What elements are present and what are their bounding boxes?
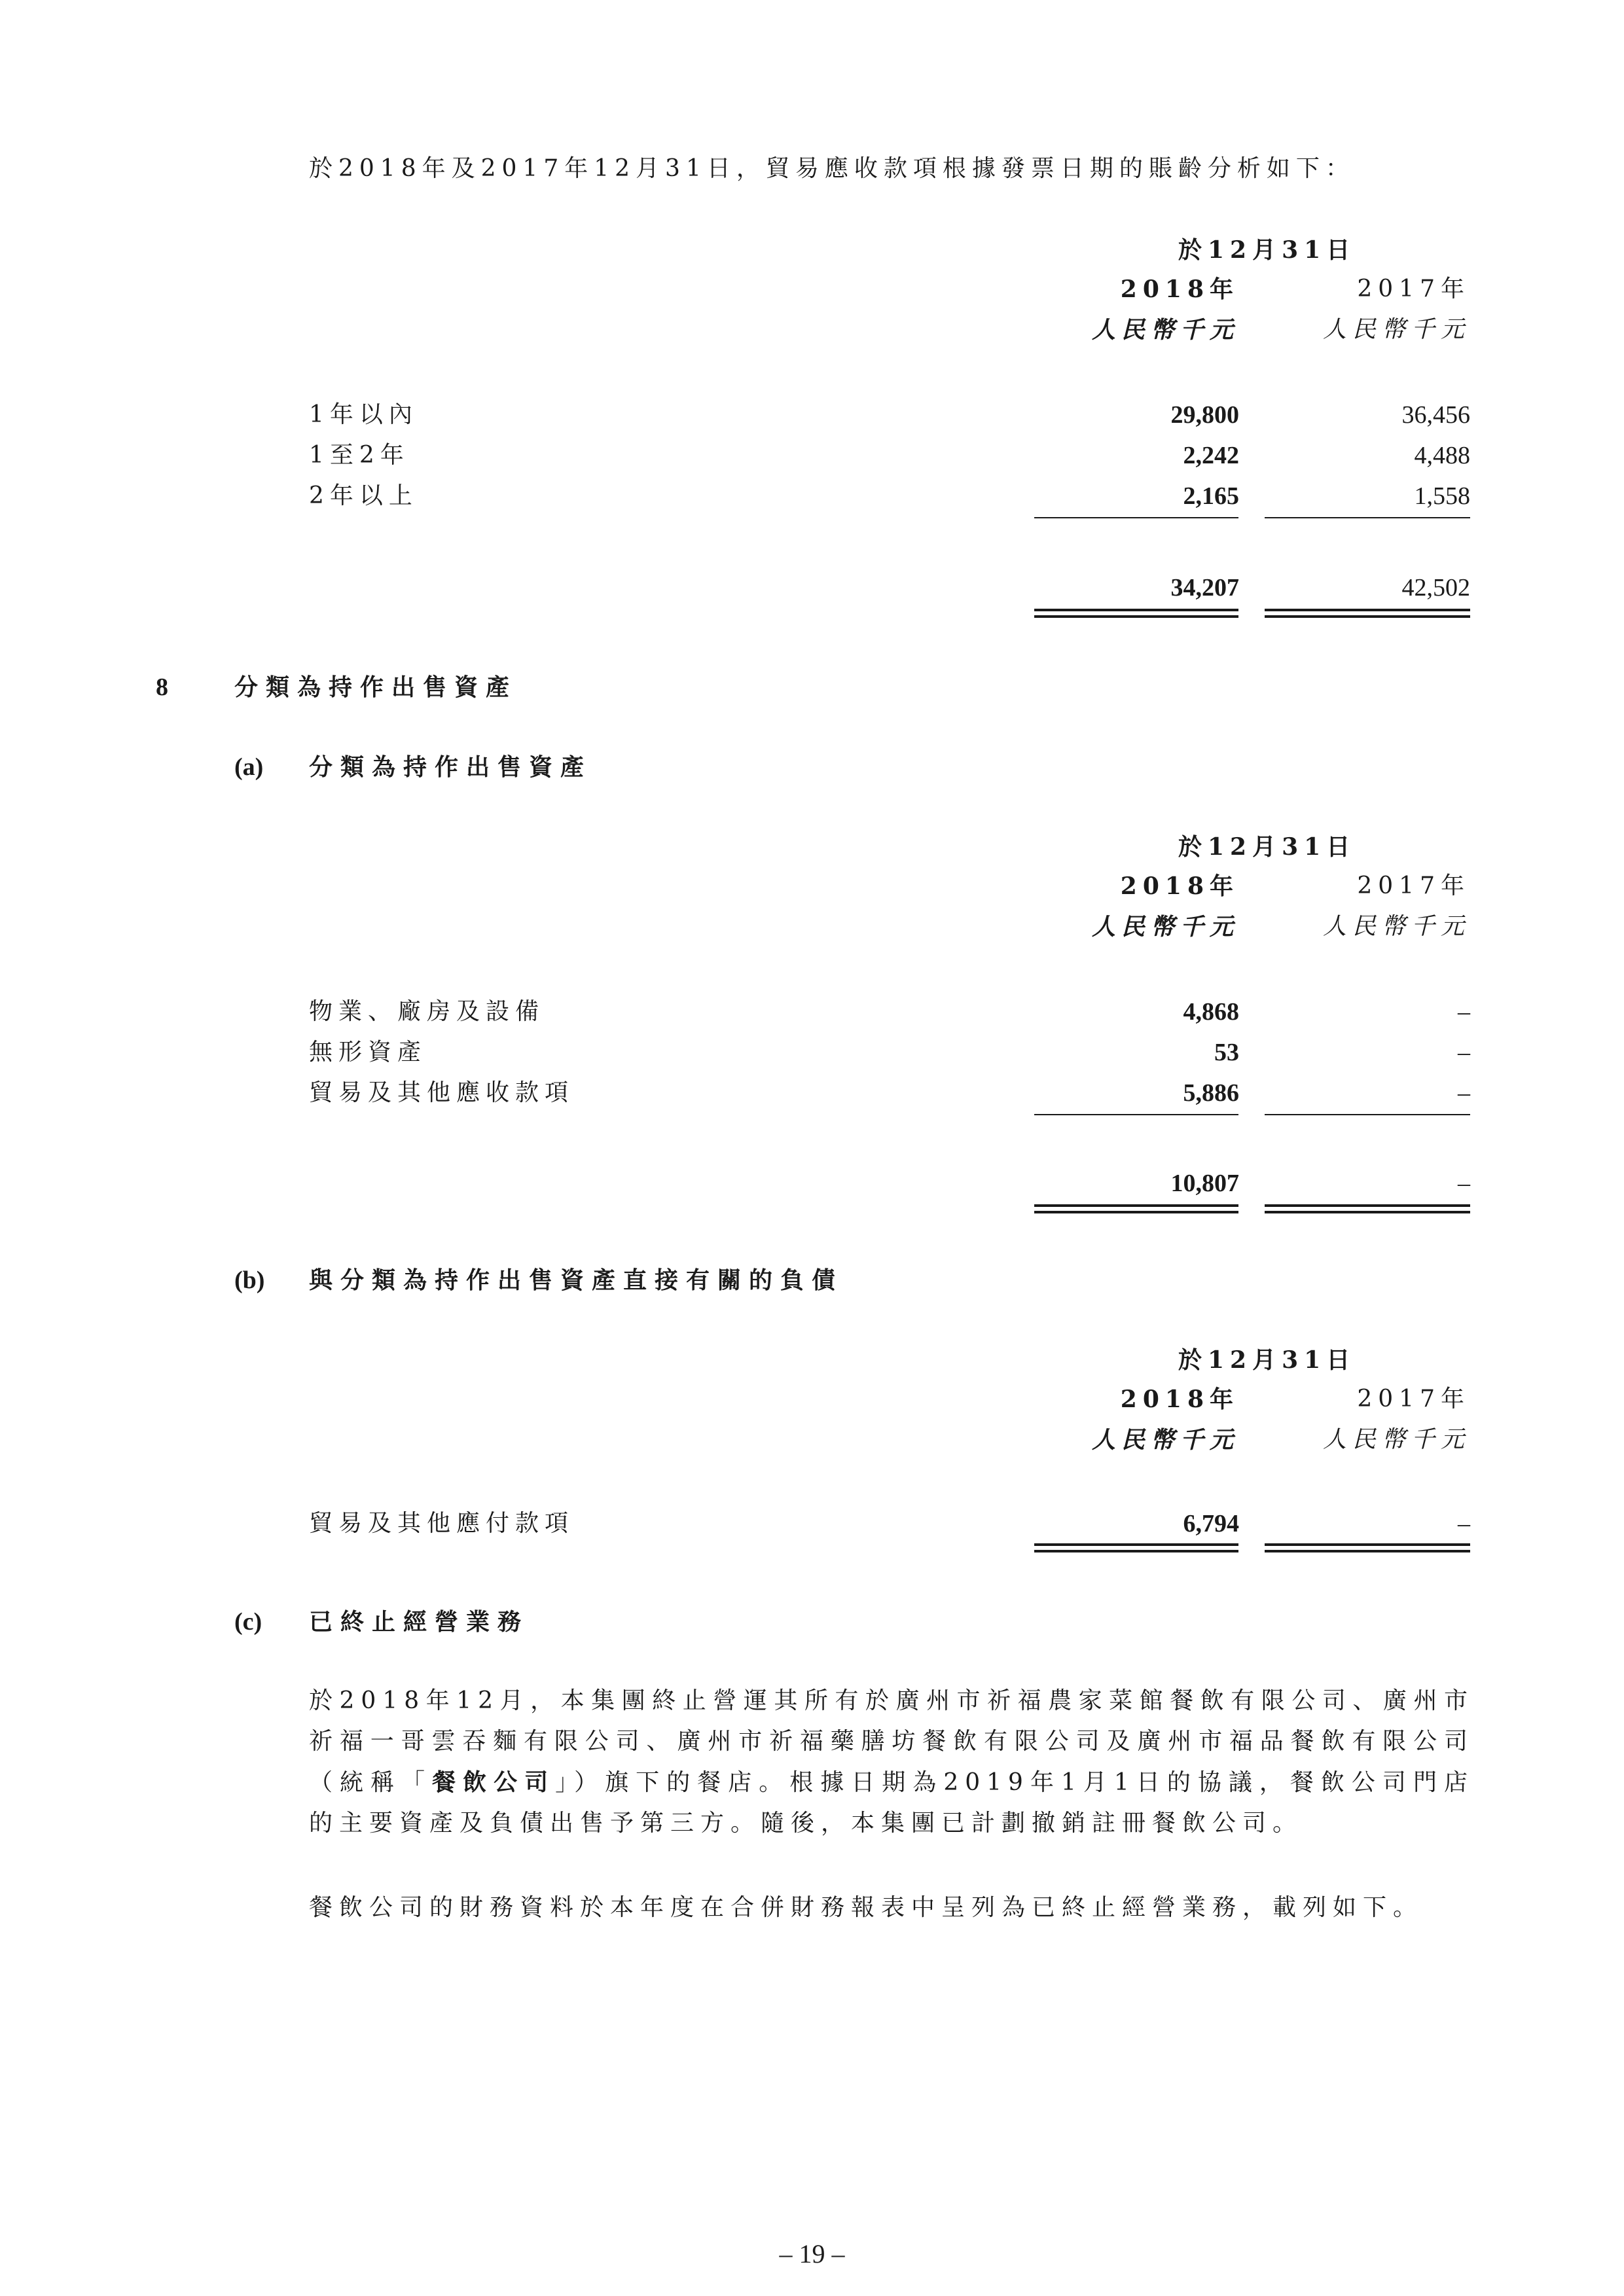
discontinued-paragraph-1	[309, 1681, 1474, 1844]
subsection-title-a: 分類為持作出售資產	[309, 753, 592, 781]
section-number: 8	[156, 673, 168, 701]
col-header-2018: 2018年	[1120, 276, 1239, 303]
asset-total-2018: 10,807	[1170, 1170, 1239, 1197]
subsection-label-c: (c)	[234, 1608, 262, 1636]
paragraph-text: 於2018年12月，本集團終止營運其所有於廣州市祈福農家菜館餐飲有限公司、廣州市祈福一哥雲吞麵有限公司、廣州市祈福藥膳坊餐飲有限公司及廣州市福品餐飲有限公司（統稱「	[309, 1687, 1474, 1796]
col-header-date: 於12月31日	[1178, 833, 1356, 861]
subsection-label-a: (a)	[234, 753, 264, 781]
asset-row-label: 貿易及其他應收款項	[309, 1079, 575, 1106]
page-number: – 19 –	[779, 2239, 845, 2269]
aging-total-2018: 34,207	[1170, 574, 1239, 601]
aging-row-value-2017: 1,558	[1414, 482, 1470, 510]
subtotal-rule-2017	[1265, 517, 1470, 518]
asset-row-value-2017: –	[1458, 998, 1470, 1026]
col-header-unit-2018: 人民幣千元	[1091, 1426, 1239, 1454]
col-header-unit-2018: 人民幣千元	[1091, 316, 1239, 344]
col-header-2018: 2018年	[1120, 872, 1239, 900]
aging-row-value-2018: 29,800	[1170, 401, 1239, 429]
aging-row-label: 1至2年	[309, 442, 410, 469]
asset-row-value-2018: 5,886	[1183, 1079, 1239, 1107]
aging-total-2017: 42,502	[1401, 574, 1470, 601]
discontinued-paragraph-2: 餐飲公司的財務資料於本年度在合併財務報表中呈列為已終止經營業務，載列如下。	[309, 1894, 1424, 1921]
subsection-label-b: (b)	[234, 1266, 265, 1294]
liability-row-value-2018: 6,794	[1183, 1510, 1239, 1537]
col-header-2017: 2017年	[1357, 872, 1470, 899]
col-header-unit-2017: 人民幣千元	[1322, 913, 1470, 940]
col-header-date: 於12月31日	[1178, 1346, 1356, 1374]
aging-row-value-2017: 36,456	[1401, 401, 1470, 429]
col-header-2018: 2018年	[1120, 1386, 1239, 1413]
paragraph-text: 」）旗下的餐店。根據日期為2019年1月1日的協議，餐飲公司門店的主要資產及負債出售予第三方。隨後，本集團已計劃撤銷註冊餐飲公司。	[309, 1769, 1474, 1837]
liability-row-value-2017: –	[1458, 1510, 1470, 1537]
subtotal-rule-2017	[1265, 1114, 1470, 1115]
total-double-rule-2017	[1265, 1543, 1470, 1552]
aging-row-value-2018: 2,242	[1183, 442, 1239, 469]
aging-row-value-2018: 2,165	[1183, 482, 1239, 510]
asset-row-value-2017: –	[1458, 1039, 1470, 1066]
col-header-2017: 2017年	[1357, 276, 1470, 302]
total-double-rule-2018	[1034, 609, 1238, 618]
col-header-unit-2018: 人民幣千元	[1091, 913, 1239, 941]
aging-row-label: 1年以內	[309, 401, 418, 428]
subtotal-rule-2018	[1034, 1114, 1238, 1115]
total-double-rule-2018	[1034, 1204, 1238, 1213]
col-header-unit-2017: 人民幣千元	[1322, 316, 1470, 343]
subsection-title-c: 已終止經營業務	[309, 1608, 530, 1636]
asset-row-value-2017: –	[1458, 1079, 1470, 1107]
asset-row-label: 物業、廠房及設備	[309, 998, 545, 1025]
section-title: 分類為持作出售資產	[234, 673, 518, 701]
asset-row-value-2018: 4,868	[1183, 998, 1239, 1026]
col-header-2017: 2017年	[1357, 1386, 1470, 1412]
total-double-rule-2017	[1265, 1204, 1470, 1213]
total-double-rule-2017	[1265, 609, 1470, 618]
total-double-rule-2018	[1034, 1543, 1238, 1552]
intro-text: 於2018年及2017年12月31日，貿易應收款項根據發票日期的賬齡分析如下：	[309, 155, 1355, 182]
subsection-title-b: 與分類為持作出售資產直接有關的負債	[309, 1266, 844, 1294]
asset-row-value-2018: 53	[1214, 1039, 1239, 1066]
liability-row-label: 貿易及其他應付款項	[309, 1510, 575, 1537]
defined-term: 餐飲公司	[432, 1768, 556, 1796]
asset-total-2017: –	[1458, 1170, 1470, 1197]
aging-row-label: 2年以上	[309, 482, 418, 509]
col-header-unit-2017: 人民幣千元	[1322, 1426, 1470, 1453]
subtotal-rule-2018	[1034, 517, 1238, 518]
aging-row-value-2017: 4,488	[1414, 442, 1470, 469]
asset-row-label: 無形資產	[309, 1039, 427, 1066]
col-header-date: 於12月31日	[1178, 236, 1356, 264]
